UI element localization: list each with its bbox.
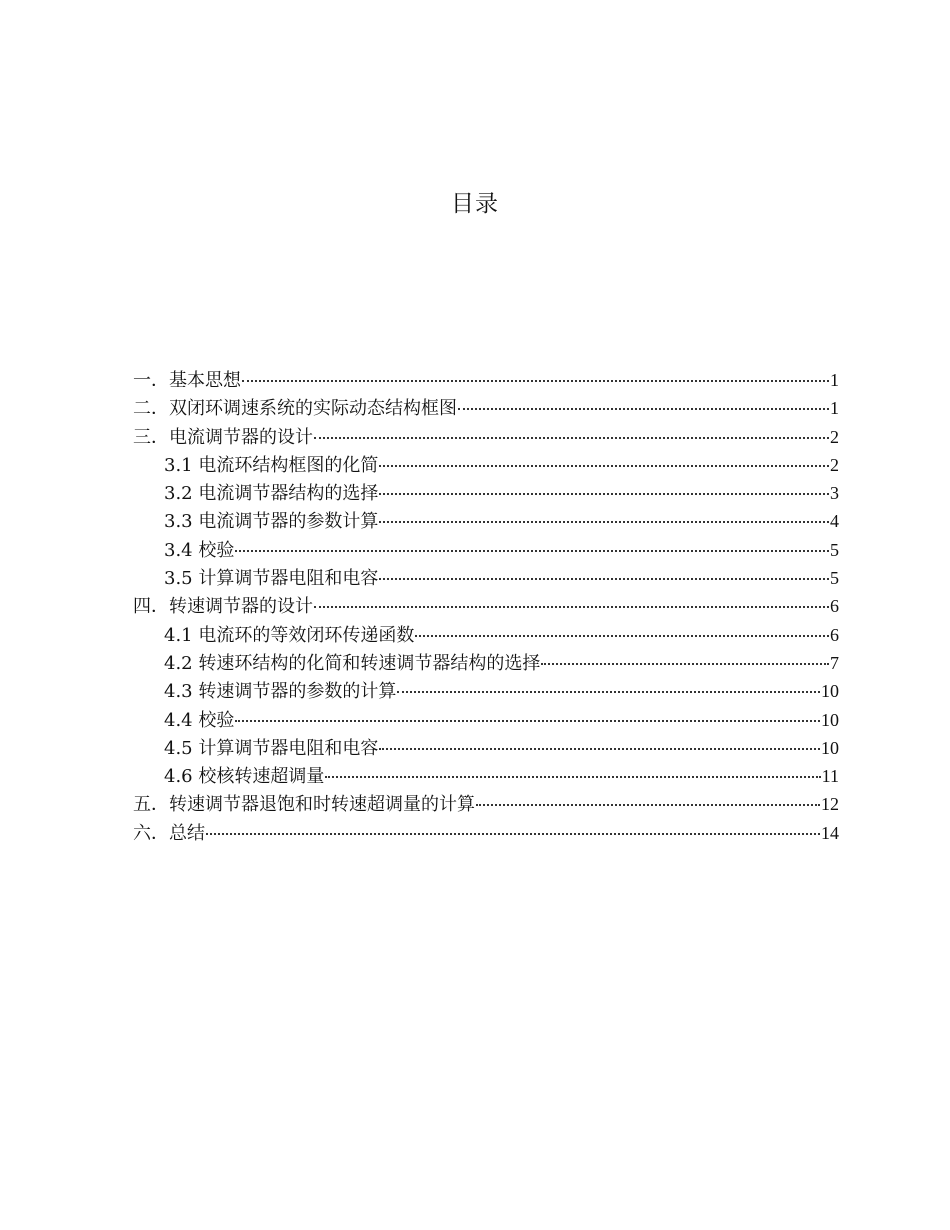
toc-entry-label: 4.5 计算调节器电阻和电容 [164, 737, 379, 759]
toc-entry-4-2[interactable] [133, 649, 839, 677]
toc-entry-label: 六．总结 [133, 822, 205, 844]
toc-entry-4-1[interactable] [133, 621, 839, 649]
toc-dot-leader [235, 550, 829, 552]
toc-entry-label: 3.4 校验 [164, 539, 235, 561]
toc-entry-label: 4.1 电流环的等效闭环传递函数 [164, 624, 415, 646]
toc-entry-label: 4.2 转速环结构的化简和转速调节器结构的选择 [164, 652, 541, 674]
toc-page-number: 1 [830, 398, 839, 419]
toc-page-number: 2 [830, 426, 839, 447]
toc-page-number: 2 [830, 454, 839, 475]
toc-page-number: 6 [830, 624, 839, 645]
toc-dot-leader [325, 776, 820, 778]
toc-dot-leader [379, 578, 829, 580]
toc-page-number: 10 [821, 709, 839, 730]
toc-page-number: 1 [830, 370, 839, 390]
toc-dot-leader [458, 408, 829, 410]
toc-entry-label: 五．转速调节器退饱和时转速超调量的计算 [133, 794, 475, 816]
toc-entry-label: 3.2 电流调节器结构的选择 [164, 483, 379, 505]
toc-page-number: 6 [830, 596, 839, 617]
toc-page-number: 10 [821, 737, 839, 758]
toc-entry-label: 二．双闭环调速系统的实际动态结构框图 [133, 398, 457, 420]
toc-entry-label: 4.4 校验 [164, 709, 235, 731]
toc-entry-3-1[interactable] [133, 451, 839, 479]
toc-dot-leader [379, 748, 820, 750]
toc-dot-leader [314, 606, 829, 608]
toc-entry-label: 一．基本思想 [133, 370, 241, 391]
toc-entry-4-4[interactable] [133, 706, 839, 734]
toc-dot-leader [314, 437, 829, 439]
toc-dot-leader [541, 663, 829, 665]
toc-dot-leader [379, 521, 829, 523]
toc-entry-3-3[interactable] [133, 507, 839, 535]
toc-entry-3[interactable] [133, 423, 839, 451]
toc-dot-leader [379, 493, 829, 495]
toc-entry-3-5[interactable] [133, 564, 839, 592]
toc-page-number: 5 [830, 539, 839, 560]
toc-entry-label: 4.3 转速调节器的参数的计算 [164, 681, 397, 703]
toc-dot-leader [397, 691, 820, 693]
toc-entry-label: 3.5 计算调节器电阻和电容 [164, 568, 379, 590]
toc-dot-leader [235, 720, 820, 722]
toc-page-number: 5 [830, 568, 839, 589]
toc-entry-4-6[interactable] [133, 762, 839, 790]
toc-entry-5[interactable] [133, 790, 839, 818]
toc-dot-leader [379, 465, 829, 467]
toc-entry-4-3[interactable] [133, 677, 839, 705]
toc-dot-leader [206, 833, 820, 835]
toc-entry-6[interactable] [133, 819, 839, 847]
toc-page-number: 3 [830, 483, 839, 504]
toc-dot-leader [242, 380, 829, 382]
toc-entry-label: 四．转速调节器的设计 [133, 596, 313, 618]
toc-page-number: 11 [821, 766, 839, 787]
toc-entry-4[interactable] [133, 592, 839, 620]
toc-dot-leader [415, 635, 829, 637]
toc-page-number: 4 [830, 511, 839, 532]
toc-entry-4-5[interactable] [133, 734, 839, 762]
toc-entry-label: 3.1 电流环结构框图的化简 [164, 454, 379, 476]
toc-page-number: 7 [830, 652, 839, 673]
toc-entry-2[interactable] [133, 394, 839, 422]
toc-page-number: 10 [821, 681, 839, 702]
toc-entry-label: 三．电流调节器的设计 [133, 426, 313, 448]
toc-page-number: 14 [821, 822, 839, 843]
toc-dot-leader [476, 804, 820, 806]
toc-entry-1[interactable] [133, 366, 839, 394]
toc-entry-3-2[interactable] [133, 479, 839, 507]
page-title: 目录 [451, 191, 499, 217]
toc-entry-label: 3.3 电流调节器的参数计算 [164, 511, 379, 533]
toc-page-number: 12 [821, 794, 839, 815]
toc-entry-label: 4.6 校核转速超调量 [164, 766, 325, 788]
table-of-contents [133, 366, 839, 847]
toc-entry-3-4[interactable] [133, 536, 839, 564]
